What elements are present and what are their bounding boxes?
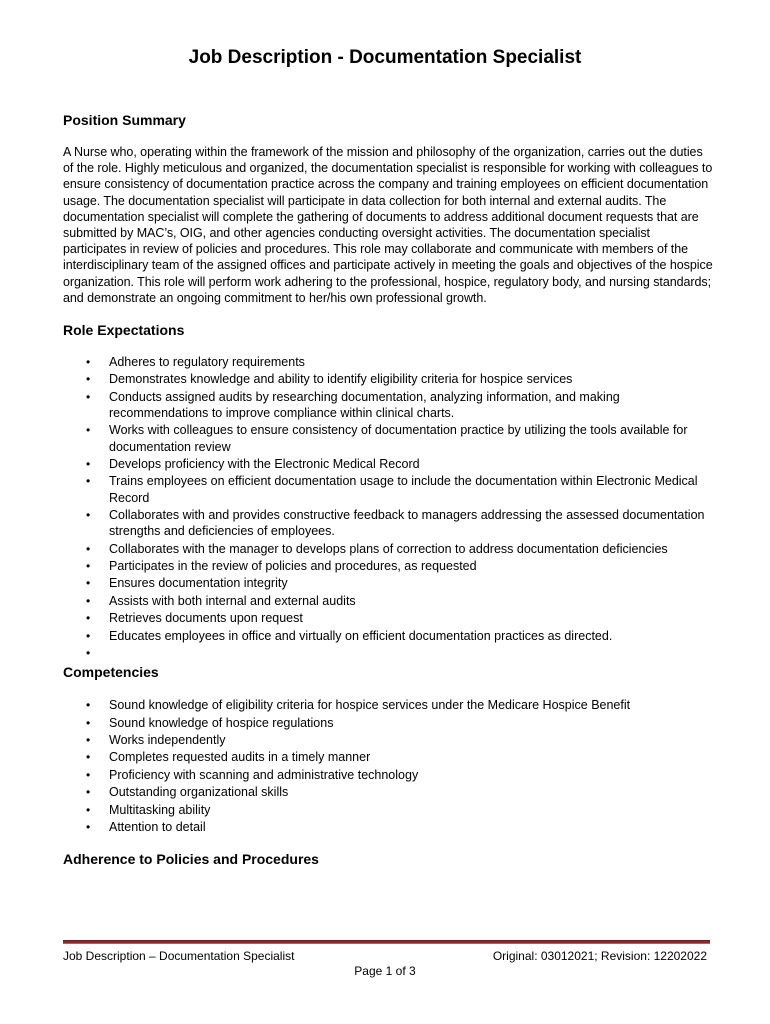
list-item (63, 593, 713, 609)
list-item (63, 575, 713, 591)
list-item (63, 354, 713, 370)
list-item (63, 389, 713, 421)
list-item-text: Proficiency with scanning and administrative technology (109, 767, 419, 782)
bullet-icon: • (86, 541, 91, 556)
list-item-text: Assists with both internal and external audits (109, 593, 356, 608)
list-item-text: Sound knowledge of hospice regulations (109, 715, 334, 730)
list-item (63, 456, 713, 472)
list-item-text: Sound knowledge of eligibility criteria for hospice services under the Medicare Hospice Benefit (109, 698, 631, 713)
list-item-text: Works independently (109, 733, 226, 748)
role-expectations-heading: Role Expectations (63, 322, 185, 339)
bullet-icon: • (86, 576, 91, 591)
list-item (63, 715, 713, 731)
bullet-icon: • (86, 645, 91, 660)
list-item (63, 507, 713, 539)
list-item-text: Completes requested audits in a timely manner (109, 750, 371, 765)
bullet-icon: • (86, 423, 91, 438)
list-item-text: Educates employees in office and virtually on efficient documentation practices as directed. (109, 628, 613, 643)
bullet-icon: • (86, 372, 91, 387)
bullet-icon: • (86, 611, 91, 626)
bullet-icon: • (86, 715, 91, 730)
list-item-text (109, 646, 112, 660)
list-item (63, 473, 713, 505)
list-item-text: Conducts assigned audits by researching documentation, analyzing information, and making recommendations to improve compliance within clinical charts. (109, 389, 620, 421)
bullet-icon: • (86, 802, 91, 817)
list-item-text: Attention to detail (109, 820, 206, 835)
list-item-text: Outstanding organizational skills (109, 785, 289, 800)
page-number: Page 1 of 3 (354, 964, 416, 978)
bullet-icon: • (86, 820, 91, 835)
list-item (63, 802, 713, 818)
list-item-empty (63, 645, 713, 661)
list-item-text: Multitasking ability (109, 802, 211, 817)
bullet-icon: • (86, 593, 91, 608)
list-item (63, 541, 713, 557)
list-item (63, 767, 713, 783)
list-item (63, 784, 713, 800)
list-item-text: Participates in the review of policies and procedures, as requested (109, 558, 477, 573)
list-item-text: Demonstrates knowledge and ability to identify eligibility criteria for hospice services (109, 372, 573, 387)
list-item-text: Collaborates with the manager to develops plans of correction to address documentation deficiencies (109, 541, 668, 556)
footer-divider (63, 940, 710, 944)
bullet-icon: • (86, 389, 91, 404)
list-item-text: Adheres to regulatory requirements (109, 355, 305, 370)
list-item (63, 749, 713, 765)
document-title: Job Description - Documentation Specialist (188, 47, 582, 68)
document-body (63, 110, 713, 869)
list-item (63, 628, 713, 644)
bullet-icon: • (86, 785, 91, 800)
bullet-icon: • (86, 733, 91, 748)
list-item (63, 371, 713, 387)
position-summary-heading: Position Summary (63, 112, 186, 128)
bullet-icon: • (86, 767, 91, 782)
list-item-text: Ensures documentation integrity (109, 576, 288, 591)
list-item-text: Trains employees on efficient documentation usage to include the documentation within Electronic Medical Record (109, 474, 698, 505)
list-item (63, 610, 713, 626)
list-item (63, 819, 713, 835)
bullet-icon: • (86, 355, 91, 370)
footer-document-name: Job Description – Documentation Specialist (63, 949, 295, 963)
bullet-icon: • (86, 558, 91, 573)
bullet-icon: • (86, 507, 91, 522)
bullet-icon: • (86, 457, 91, 471)
adherence-heading: Adherence to Policies and Procedures (63, 851, 319, 868)
list-item-text: Works with colleagues to ensure consistency of documentation practice by utilizing the tools available for documentation review (109, 423, 688, 454)
list-item-text: Retrieves documents upon request (109, 611, 303, 626)
competencies-heading: Competencies (63, 664, 159, 681)
position-summary-text: A Nurse who, operating within the framework of the mission and philosophy of the organization, carries out the duties of the role. Highly meticulous and organized, the documentation specialist is responsible for working with colleagues to ensure consistency of documentation practice across the company and training employees on efficient documentation usage. The documentation specialist will participate in data collection for both internal and external audits. The documentation specialist will complete the gathering of documents to address additional document requests that are submitted by MAC’s, OIG, and other agencies conducting oversight activities. The documentation specialist participates in review of policies and procedures. This role may collaborate and communicate with members of the interdisciplinary team of the assigned offices and participate actively in meeting the goals and objectives of the hospice organization. This role will perform work adhering to the professional, hospice, regulatory body, and nursing standards; and demonstrate an ongoing commitment to her/his own professional growth. (63, 145, 713, 305)
competencies-list (63, 697, 713, 835)
list-item-text: Collaborates with and provides constructive feedback to managers addressing the assessed documentation strengths and deficiencies of employees. (109, 507, 705, 539)
footer-revision: Original: 03012021; Revision: 12202022 (492, 949, 707, 963)
role-expectations-list (63, 354, 713, 661)
bullet-icon: • (86, 698, 91, 713)
bullet-icon: • (86, 474, 91, 489)
list-item (63, 697, 713, 713)
bullet-icon: • (86, 628, 91, 643)
list-item (63, 732, 713, 748)
list-item (63, 422, 713, 454)
list-item-text: Develops proficiency with the Electronic Medical Record (109, 457, 420, 471)
bullet-icon: • (86, 750, 91, 765)
list-item (63, 558, 713, 574)
